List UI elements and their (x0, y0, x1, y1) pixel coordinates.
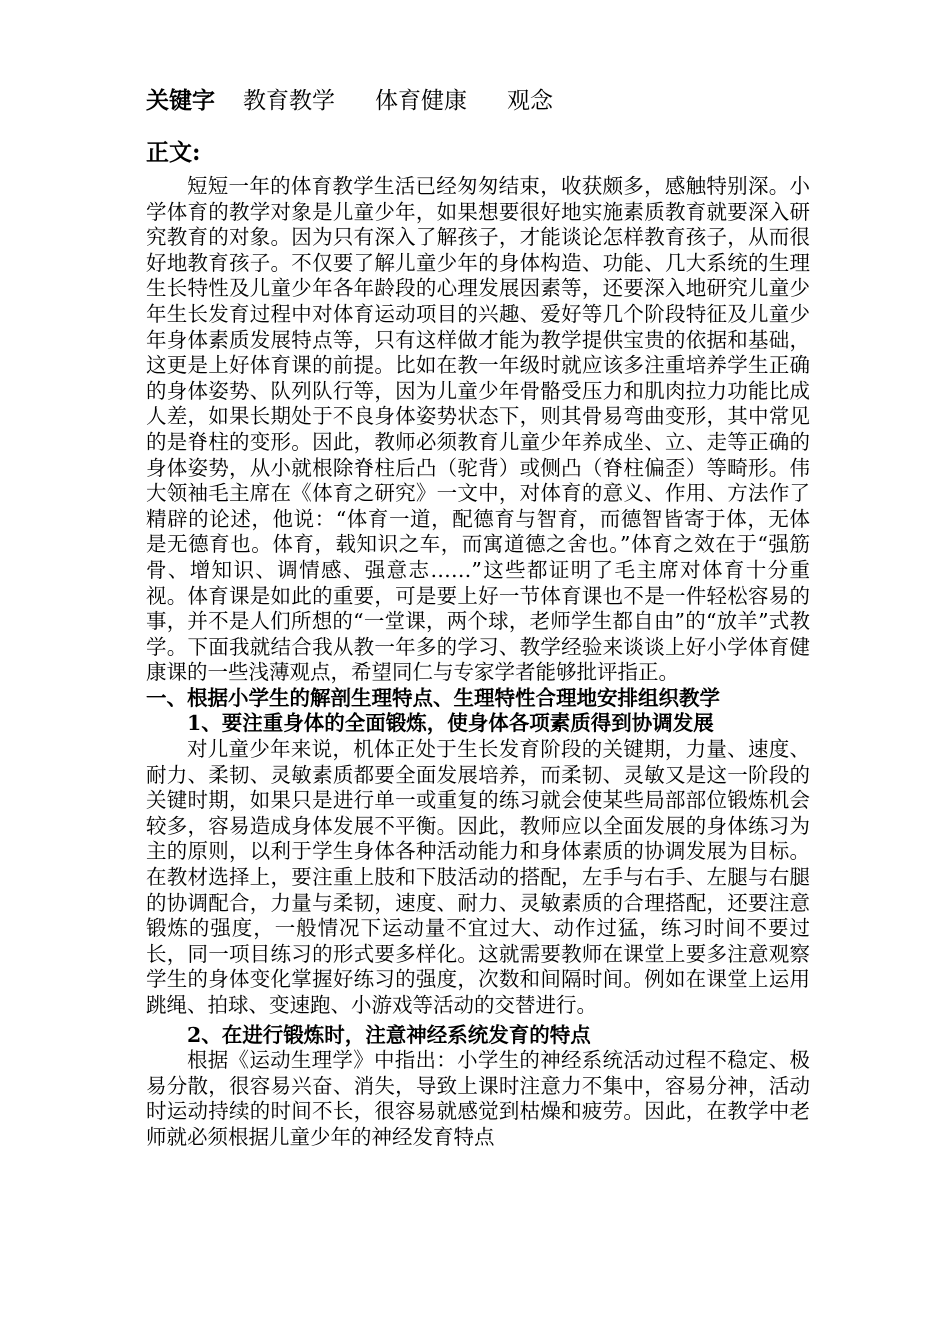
keywords-label: 关键字 (146, 87, 215, 114)
keyword-1: 教育教学 (243, 88, 335, 114)
paragraph-intro: 短短一年的体育教学生活已经匆匆结束，收获颇多，感触特别深。小学体育的教学对象是儿童少年，如果想要很好地实施素质教育就要深入研究教育的对象。因为只有深入了解孩子，才能谈论怎样教育孩子，从而很好地教育孩子。不仅要了解儿童少年的身体构造、功能、几大系统的生理生长特性及儿童少年各年龄段的心理发展因素等，还要深入地研究儿童少年生长发育过程中对体育运动项目的兴趣、爱好等几个阶段特征及儿童少年身体素质发展特点等，只有这样做才能为教学提供宝贵的依据和基础，这更是上好体育课的前提。比如在教一年级时就应该多注重培养学生正确的身体姿势、队列队行等，因为儿童少年骨骼受压力和肌肉拉力功能比成人差，如果长期处于不良身体姿势状态下，则其骨易弯曲变形，其中常见的是脊柱的变形。因此，教师必须教育儿童少年养成坐、立、走等正确的身体姿势，从小就根除脊柱后凸（驼背）或侧凸（脊柱偏歪）等畸形。伟大领袖毛主席在《体育之研究》一文中，对体育的意义、作用、方法作了精辟的论述，他说：“体育一道，配德育与智育，而德智皆寄于体，无体是无德育也。体育，载知识之车，而寓道德之舍也。”体育之效在于“强筋骨、增知识、调情感、强意志……”这些都证明了毛主席对体育十分重视。体育课是如此的重要，可是要上好一节体育课也不是一件轻松容易的事，并不是人们所想的“一堂课，两个球，老师学生都自由”的“放羊”式教学。下面我就结合我从教一年多的学习、教学经验来谈谈上好小学体育健康课的一些浅薄观点，希望同仁与专家学者能够批评指正。 (146, 174, 810, 685)
keyword-3: 观念 (507, 88, 553, 114)
keywords-line (146, 84, 810, 118)
heading-section-1: 一、根据小学生的解剖生理特点、生理特性合理地安排组织教学 (146, 685, 720, 710)
keyword-2: 体育健康 (375, 88, 467, 114)
paragraph-subsection-1: 对儿童少年来说，机体正处于生长发育阶段的关键期，力量、速度、耐力、柔韧、灵敏素质都要全面发展培养，而柔韧、灵敏又是这一阶段的关键时期，如果只是进行单一或重复的练习就会使某些局部部位锻炼机会较多，容易造成身体发展不平衡。因此，教师应以全面发展的身体练习为主的原则，以利于学生身体各种活动能力和身体素质的协调发展为目标。在教材选择上，要注重上肢和下肢活动的搭配，左手与右手、左腿与右腿的协调配合，力量与柔韧，速度、耐力、灵敏素质的合理搭配，还要注意锻炼的强度，一般情况下运动量不宜过大、动作过猛，练习时间不要过长，同一项目练习的形式要多样化。这就需要教师在课堂上要多注意观察学生的身体变化掌握好练习的强度，次数和间隔时间。例如在课堂上运用跳绳、拍球、变速跑、小游戏等活动的交替进行。 (146, 737, 810, 1017)
heading-subsection-2: 2、在进行锻炼时，注意神经系统发育的特点 (187, 1022, 591, 1047)
paragraph-subsection-2: 根据《运动生理学》中指出：小学生的神经系统活动过程不稳定、极易分散，很容易兴奋、消失，导致上课时注意力不集中，容易分神，活动时运动持续的时间不长，很容易就感觉到枯燥和疲劳。因此，在教学中老师就必须根据儿童少年的神经发育特点 (146, 1048, 810, 1149)
document-page (146, 84, 810, 1151)
body-title: 正文: (146, 139, 201, 166)
heading-subsection-1: 1、要注重身体的全面锻炼，使身体各项素质得到协调发展 (187, 711, 714, 736)
